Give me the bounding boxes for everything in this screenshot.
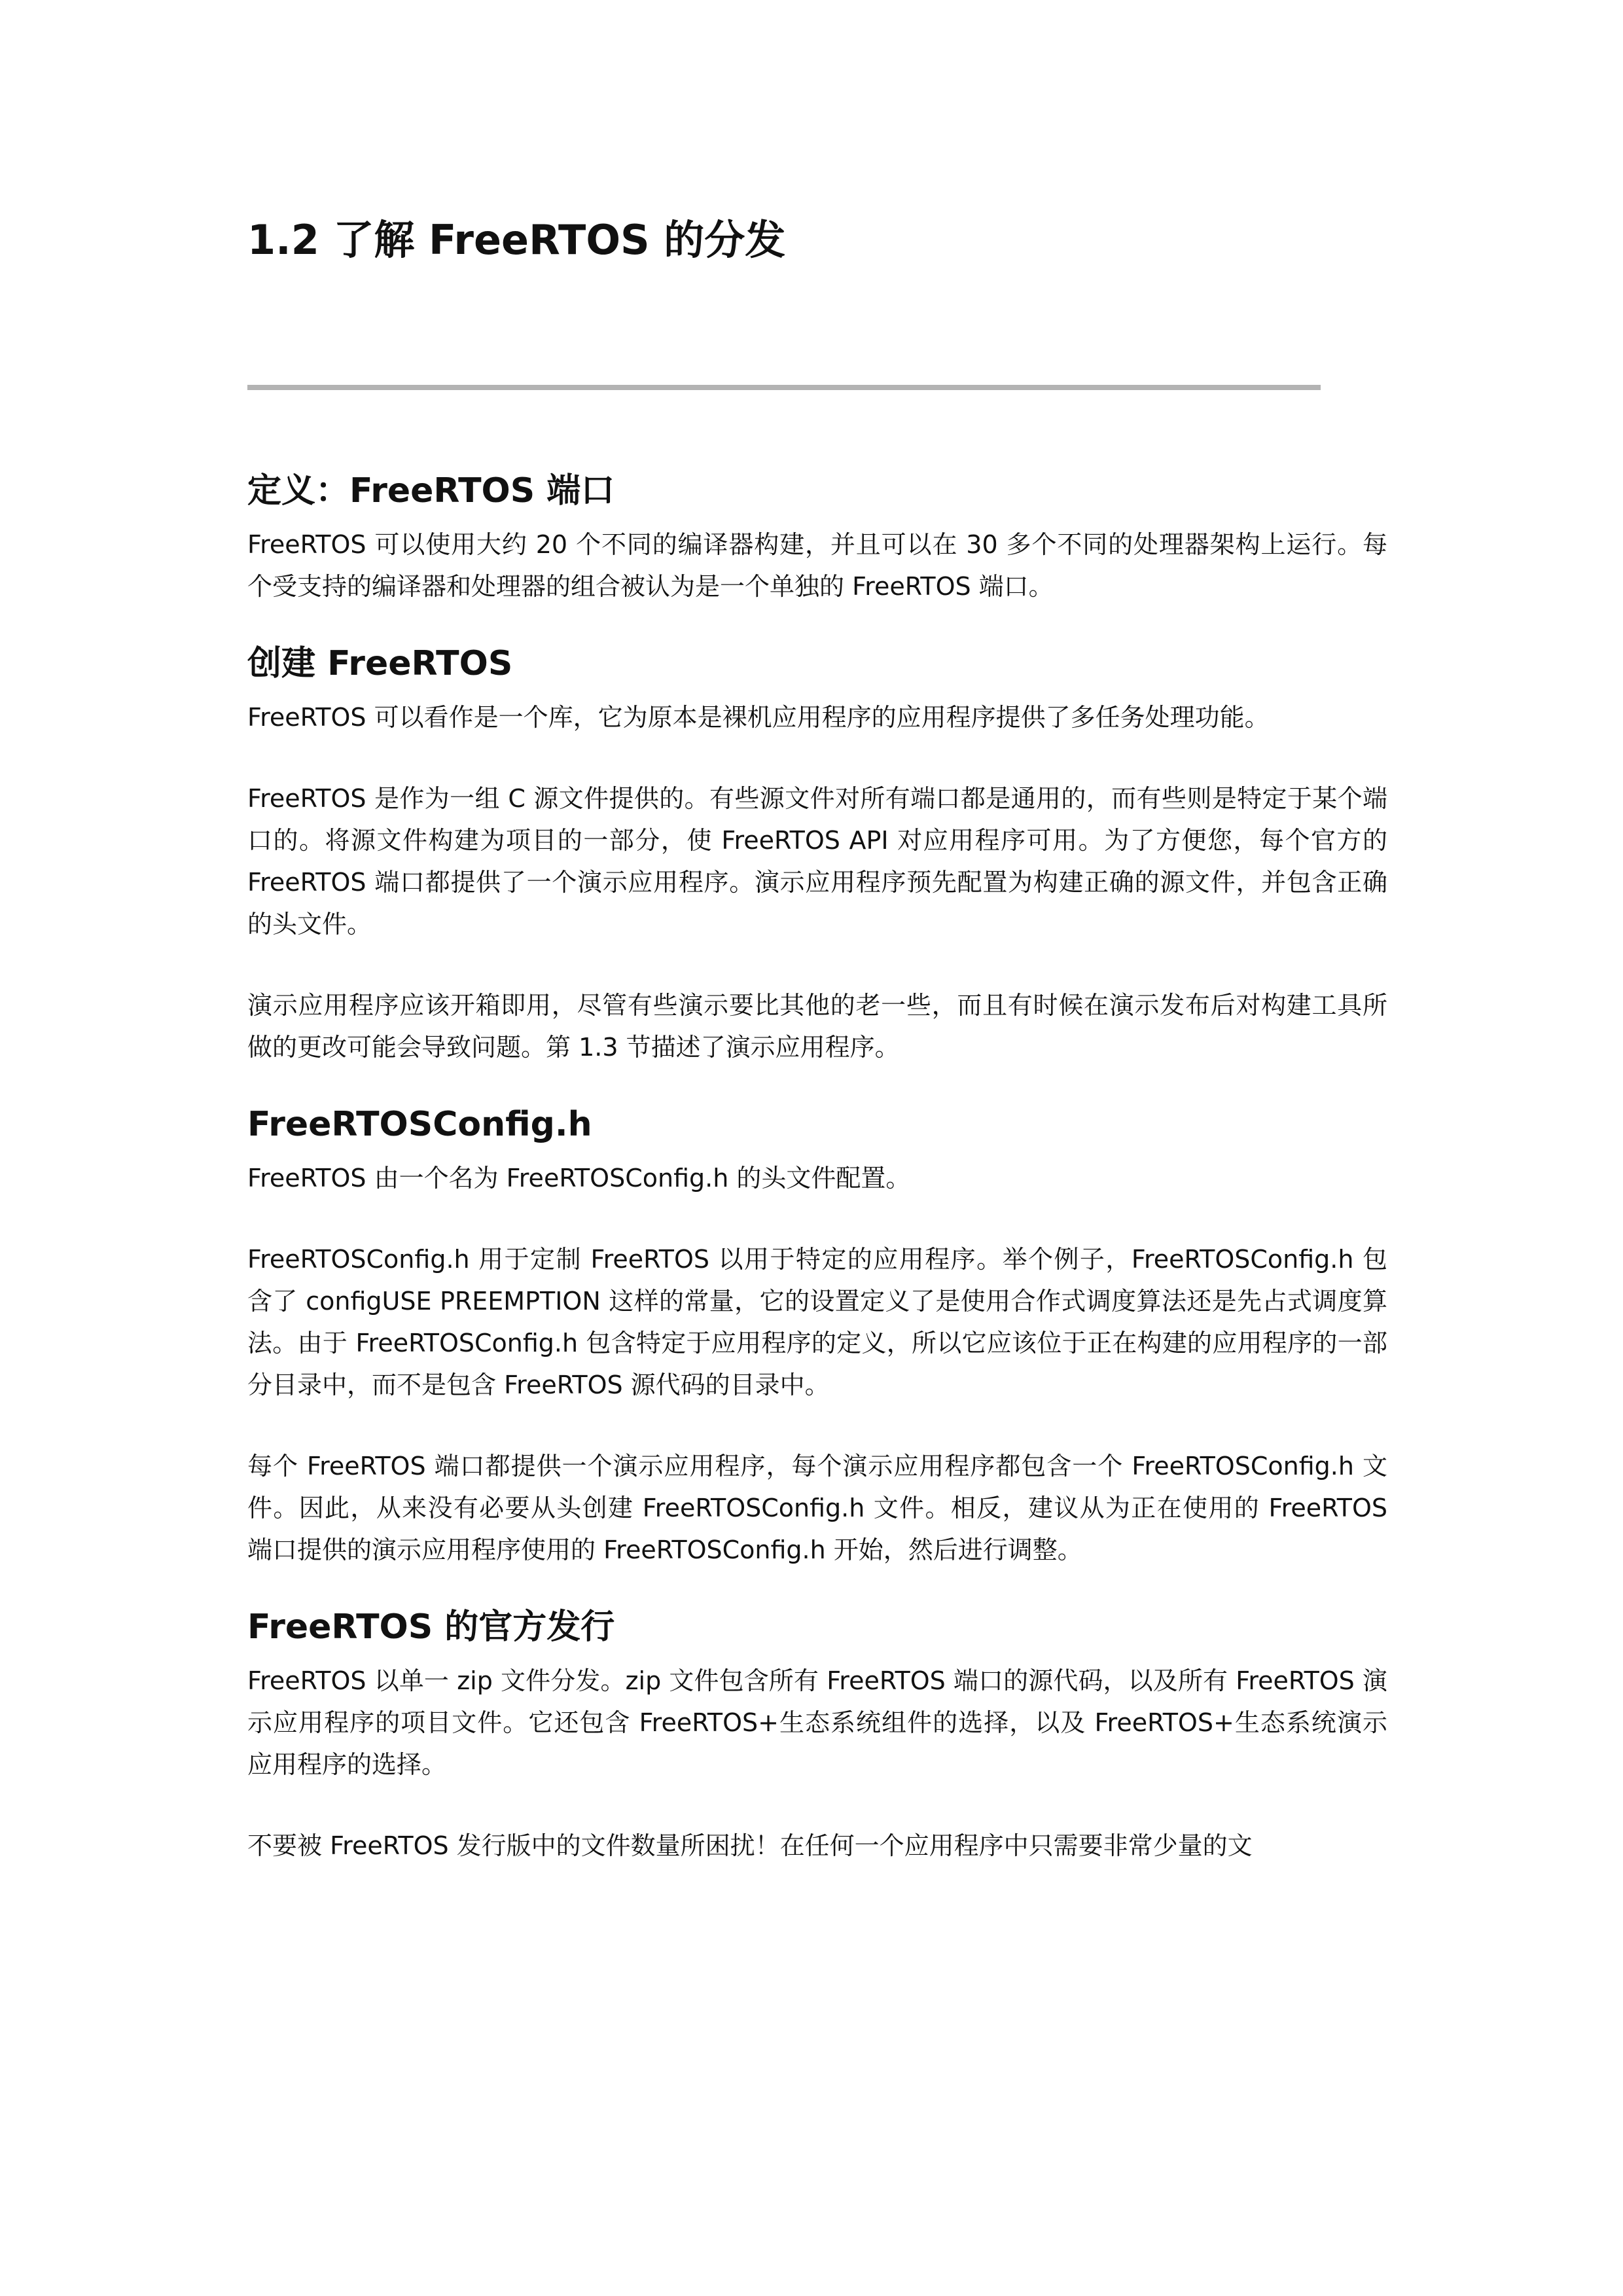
page-title: 1.2 了解 FreeRTOS 的分发 [247,216,786,264]
section-heading: 定义：FreeRTOS 端口 [247,471,615,511]
section-heading: FreeRTOSConfig.h [247,1105,592,1144]
paragraph: FreeRTOS 以单一 zip 文件分发。zip 文件包含所有 FreeRTOS 端口的源代码，以及所有 FreeRTOS 演示应用程序的项目文件。它还包含 FreeRTOS+生态系统组件的选择，以及 FreeRTOS+生态系统演示应用程序的选择。 [247,1666,1387,1779]
paragraph: FreeRTOSConfig.h 用于定制 FreeRTOS 以用于特定的应用程序。举个例子，FreeRTOSConfig.h 包含了 configUSE PREEMPTION 这样的常量，它的设置定义了是使用合作式调度算法还是先占式调度算法。由于 FreeRTOSConfig.h 包含特定于应用程序的定义，所以它应该位于正在构建的应用程序的一部分目录中，而不是包含 FreeRTOS 源代码的目录中。 [247,1245,1387,1399]
document-body [247,458,1387,1890]
section-heading: 创建 FreeRTOS [247,644,513,683]
title-divider [247,385,1321,390]
section-heading: FreeRTOS 的官方发行 [247,1607,615,1647]
paragraph: FreeRTOS 可以使用大约 20 个不同的编译器构建，并且可以在 30 多个不同的处理器架构上运行。每个受支持的编译器和处理器的组合被认为是一个单独的 FreeRTOS 端口。 [247,530,1387,601]
paragraph: FreeRTOS 是作为一组 C 源文件提供的。有些源文件对所有端口都是通用的，而有些则是特定于某个端口的。将源文件构建为项目的一部分，使 FreeRTOS API 对应用程序可用。为了方便您，每个官方的 FreeRTOS 端口都提供了一个演示应用程序。演示应用程序预先配置为构建正确的源文件，并包含正确的头文件。 [247,784,1387,939]
section-building-freertos [247,631,1387,1068]
paragraph: FreeRTOS 由一个名为 FreeRTOSConfig.h 的头文件配置。 [247,1164,911,1193]
paragraph: 演示应用程序应该开箱即用，尽管有些演示要比其他的老一些，而且有时候在演示发布后对构建工具所做的更改可能会导致问题。第 1.3 节描述了演示应用程序。 [247,991,1387,1062]
paragraph: 每个 FreeRTOS 端口都提供一个演示应用程序，每个演示应用程序都包含一个 FreeRTOSConfig.h 文件。因此，从来没有必要从头创建 FreeRTOSConfig.h 文件。相反，建议从为正在使用的 FreeRTOS 端口提供的演示应用程序使用的 FreeRTOSConfig.h 开始，然后进行调整。 [247,1452,1387,1564]
section-freertosconfig [247,1092,1387,1571]
section-official-distribution [247,1594,1387,1867]
paragraph: 不要被 FreeRTOS 发行版中的文件数量所困扰！在任何一个应用程序中只需要非常少量的文 [247,1831,1253,1860]
section-freertos-port [247,458,1387,607]
paragraph: FreeRTOS 可以看作是一个库，它为原本是裸机应用程序的应用程序提供了多任务处理功能。 [247,703,1270,732]
